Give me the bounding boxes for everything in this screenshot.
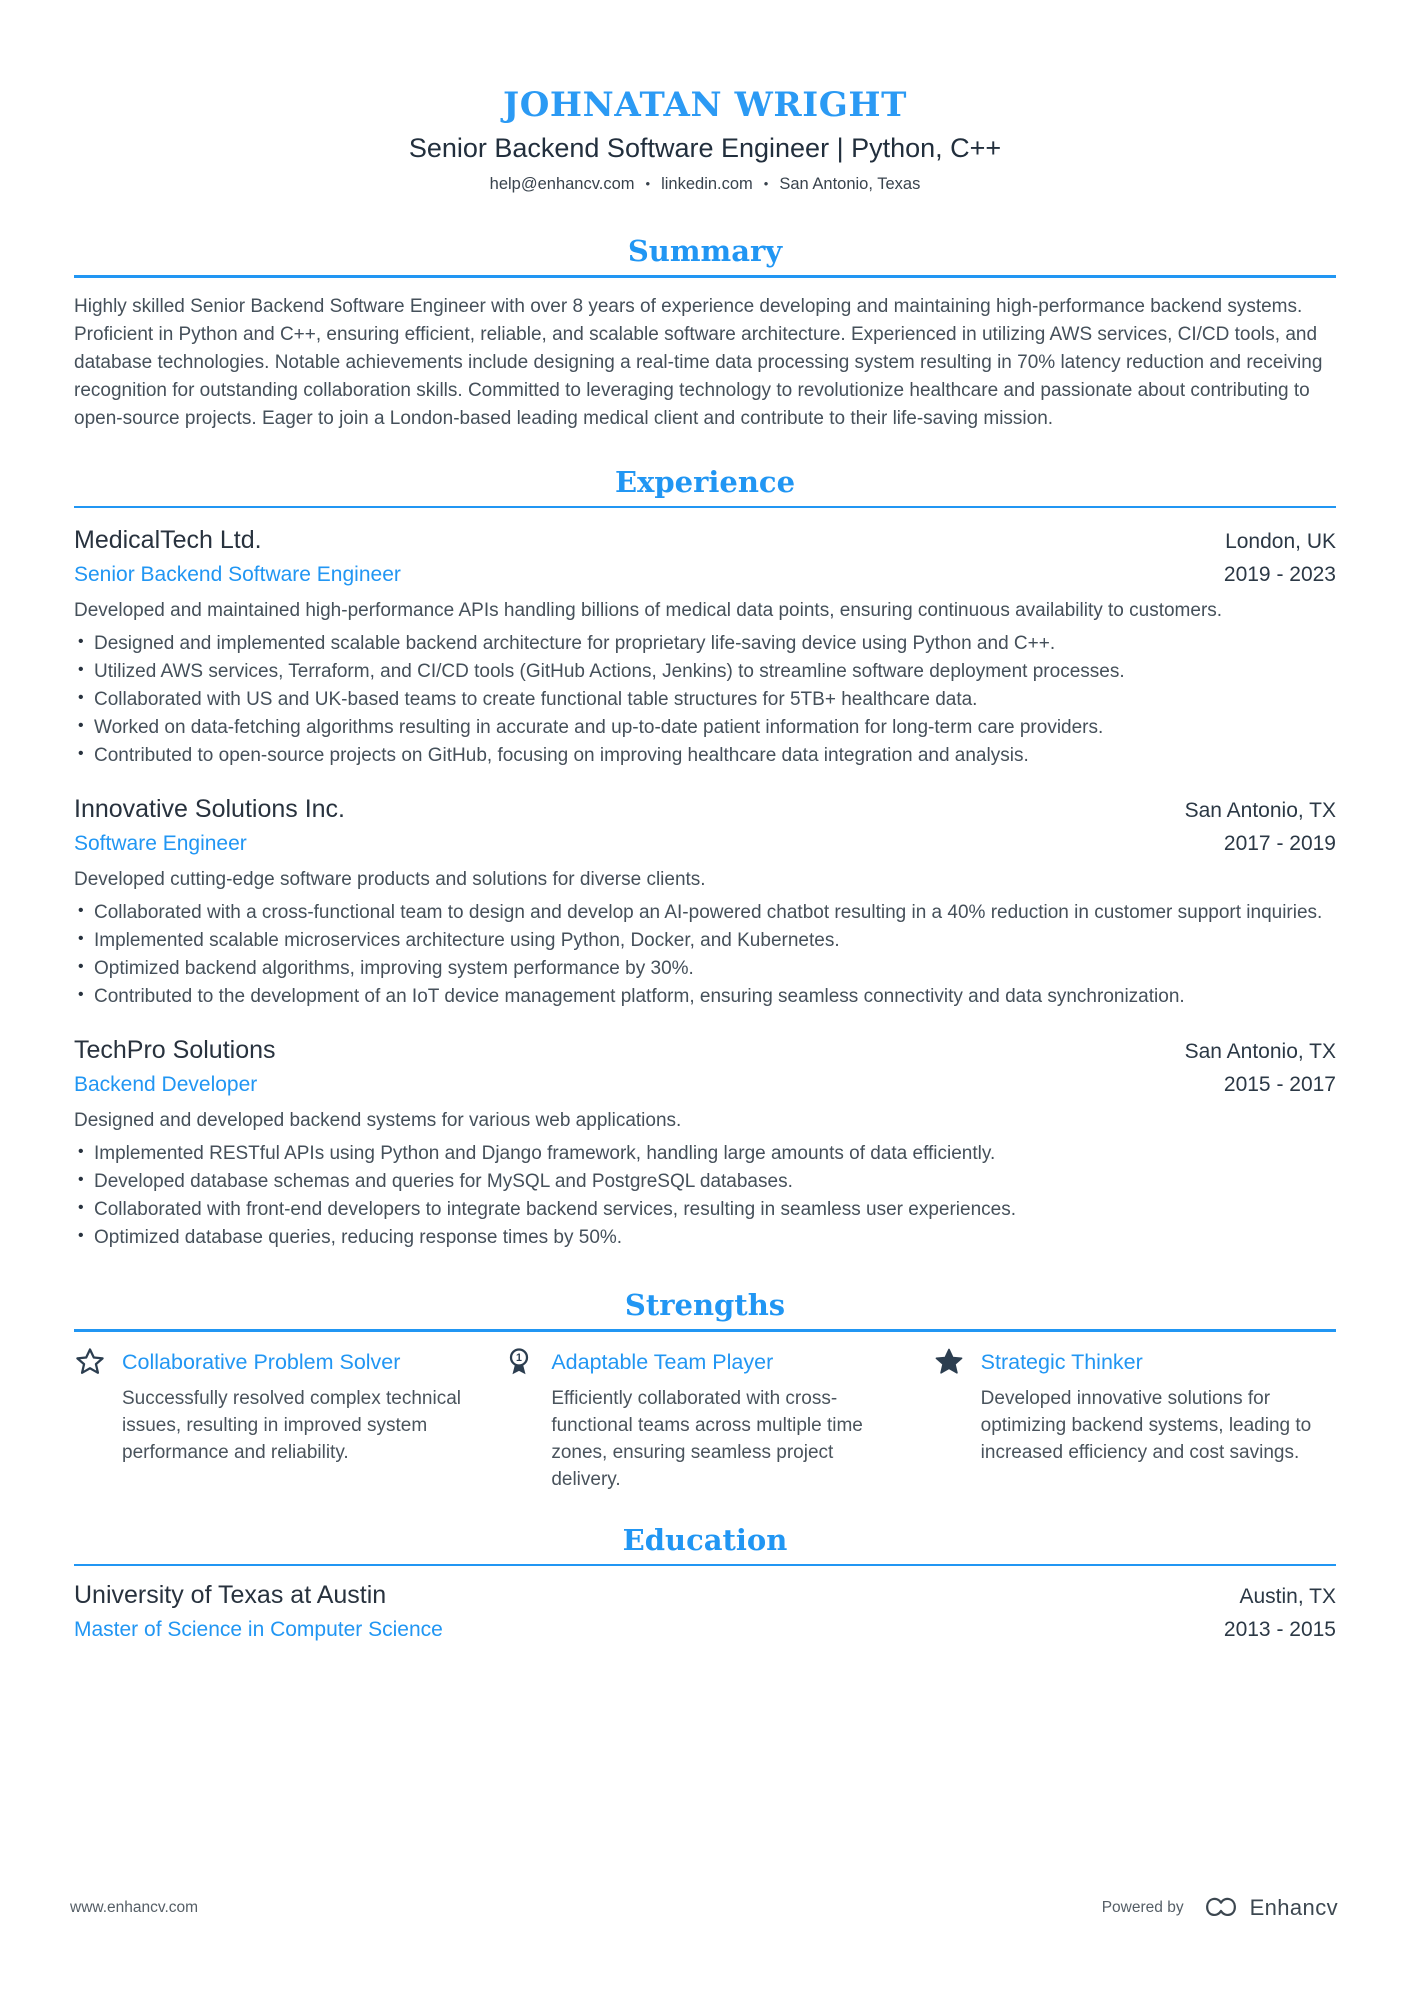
job-bullet: • Designed and implemented scalable backend architecture for proprietary life-saving device using Python and C++. bbox=[74, 630, 1336, 658]
medal-icon bbox=[503, 1346, 535, 1378]
job-header-row bbox=[74, 794, 1336, 826]
job-header-row bbox=[74, 525, 1336, 557]
star-filled-icon bbox=[933, 1346, 965, 1378]
section-divider bbox=[74, 275, 1336, 278]
job-description: Developed and maintained high-performance APIs handling billions of medical data points, ensuring continuous availability to customers. bbox=[74, 600, 1223, 621]
contact-location: San Antonio, Texas bbox=[779, 175, 921, 193]
job-role-row bbox=[74, 562, 1336, 588]
job-bullet: • Collaborated with front-end developers to integrate backend services, resulting in seamless user experiences. bbox=[74, 1196, 1336, 1224]
degree-name: Master of Science in Computer Science bbox=[74, 1618, 443, 1641]
page-footer bbox=[70, 1893, 1338, 1922]
job-bullet: • Worked on data-fetching algorithms resulting in accurate and up-to-date patient information for long-term care providers. bbox=[74, 714, 1336, 742]
job-dates: 2017 - 2019 bbox=[1223, 832, 1336, 855]
powered-by-group bbox=[1102, 1893, 1338, 1922]
education-dates: 2013 - 2015 bbox=[1223, 1618, 1336, 1641]
contact-row bbox=[74, 174, 1336, 194]
job-bullet-list bbox=[74, 1140, 1336, 1252]
contact-separator-dot: • bbox=[763, 176, 769, 191]
strength-item bbox=[933, 1346, 1336, 1493]
job-role: Software Engineer bbox=[74, 832, 247, 855]
strength-header bbox=[74, 1346, 477, 1378]
section-experience bbox=[74, 465, 1336, 1253]
job-bullet-list bbox=[74, 630, 1336, 770]
job-bullet-list bbox=[74, 899, 1336, 1011]
strength-title: Collaborative Problem Solver bbox=[122, 1349, 401, 1374]
job-bullet: • Implemented scalable microservices architecture using Python, Docker, and Kubernetes. bbox=[74, 927, 1336, 955]
strength-title: Strategic Thinker bbox=[980, 1349, 1143, 1374]
powered-by-label: Powered by bbox=[1101, 1898, 1184, 1916]
job-bullet: • Contributed to open-source projects on GitHub, focusing on improving healthcare data integration and analysis. bbox=[74, 742, 1336, 770]
job-bullet: • Utilized AWS services, Terraform, and CI/CD tools (GitHub Actions, Jenkins) to streamline software deployment processes. bbox=[74, 658, 1336, 686]
section-education bbox=[74, 1523, 1336, 1644]
job-bullet: • Optimized backend algorithms, improving system performance by 30%. bbox=[74, 955, 1336, 983]
strength-text: Efficiently collaborated with cross-functional teams across multiple time zones, ensuring seamless project delivery. bbox=[551, 1387, 863, 1490]
strength-header bbox=[503, 1346, 906, 1378]
star-outline-icon bbox=[74, 1346, 106, 1378]
contact-separator-dot: • bbox=[645, 176, 651, 191]
job-dates: 2019 - 2023 bbox=[1223, 563, 1336, 586]
strength-text: Successfully resolved complex technical issues, resulting in improved system performance and reliability. bbox=[122, 1387, 461, 1463]
company-name: Innovative Solutions Inc. bbox=[74, 795, 345, 823]
job-location: London, UK bbox=[1225, 530, 1336, 553]
section-strengths bbox=[74, 1288, 1336, 1493]
resume-header bbox=[74, 86, 1336, 194]
candidate-headline: Senior Backend Software Engineer | Python, C++ bbox=[408, 133, 1002, 163]
job-bullet: • Contributed to the development of an IoT device management platform, ensuring seamless connectivity and data synchronization. bbox=[74, 983, 1336, 1011]
job-bullet: • Optimized database queries, reducing response times by 50%. bbox=[74, 1224, 1336, 1252]
strength-header bbox=[933, 1346, 1336, 1378]
strength-item bbox=[74, 1346, 477, 1493]
job-entry bbox=[74, 794, 1336, 1011]
strengths-heading: Strengths bbox=[624, 1288, 786, 1322]
enhancv-logo-icon bbox=[1200, 1893, 1242, 1922]
job-entry bbox=[74, 525, 1336, 770]
job-role-row bbox=[74, 831, 1336, 857]
company-name: MedicalTech Ltd. bbox=[74, 526, 262, 554]
job-entry bbox=[74, 1035, 1336, 1252]
job-bullet: • Developed database schemas and queries for MySQL and PostgreSQL databases. bbox=[74, 1168, 1336, 1196]
summary-text: Highly skilled Senior Backend Software Engineer with over 8 years of experience developing and maintaining high-performance backend systems. Proficient in Python and C++, ensuring efficient, reliable, and scalable software architecture. Experienced in utilizing AWS services, CI/CD tools, and database technologies. Notable achievements include designing a real-time data processing system resulting in 70% latency reduction and receiving recognition for outstanding collaboration skills. Committed to leveraging technology to revolutionize healthcare and passionate about contributing to open-source projects. Eager to join a London-based leading medical client and contribute to their life-saving mission. bbox=[74, 295, 1323, 429]
experience-heading: Experience bbox=[614, 464, 796, 499]
enhancv-wordmark: Enhancv bbox=[1249, 1894, 1338, 1920]
job-header-row bbox=[74, 1035, 1336, 1067]
strength-text: Developed innovative solutions for optimizing backend systems, leading to increased efficiency and cost savings. bbox=[980, 1387, 1312, 1463]
section-divider bbox=[74, 1329, 1336, 1332]
section-divider bbox=[74, 506, 1336, 509]
footer-website: www.enhancv.com bbox=[70, 1898, 199, 1916]
strengths-grid bbox=[74, 1346, 1336, 1493]
job-location: San Antonio, TX bbox=[1184, 799, 1336, 822]
strength-item bbox=[503, 1346, 906, 1493]
job-dates: 2015 - 2017 bbox=[1223, 1073, 1336, 1096]
contact-email: help@enhancv.com bbox=[489, 175, 635, 193]
job-role-row bbox=[74, 1072, 1336, 1098]
job-bullet: • Collaborated with US and UK-based teams to create functional table structures for 5TB+ healthcare data. bbox=[74, 686, 1336, 714]
job-role: Senior Backend Software Engineer bbox=[74, 563, 401, 586]
strength-title: Adaptable Team Player bbox=[551, 1349, 774, 1374]
company-name: TechPro Solutions bbox=[74, 1036, 276, 1064]
enhancv-brand bbox=[1200, 1893, 1338, 1922]
section-divider bbox=[74, 1564, 1336, 1567]
contact-linkedin: linkedin.com bbox=[661, 175, 753, 193]
institution-name: University of Texas at Austin bbox=[74, 1581, 387, 1609]
job-description: Developed cutting-edge software products and solutions for diverse clients. bbox=[74, 869, 706, 890]
education-location: Austin, TX bbox=[1239, 1585, 1336, 1608]
job-location: San Antonio, TX bbox=[1184, 1040, 1336, 1063]
job-bullet: • Implemented RESTful APIs using Python and Django framework, handling large amounts of data efficiently. bbox=[74, 1140, 1336, 1168]
education-degree-row bbox=[74, 1617, 1336, 1643]
svg-text:1: 1 bbox=[516, 1351, 523, 1364]
section-summary bbox=[74, 234, 1336, 433]
education-heading: Education bbox=[622, 1522, 788, 1557]
candidate-name: JOHNATAN WRIGHT bbox=[503, 85, 907, 125]
education-header-row bbox=[74, 1580, 1336, 1612]
summary-heading: Summary bbox=[627, 234, 783, 268]
job-role: Backend Developer bbox=[74, 1073, 258, 1096]
job-description: Designed and developed backend systems for various web applications. bbox=[74, 1110, 682, 1131]
job-bullet: • Collaborated with a cross-functional team to design and develop an AI-powered chatbot resulting in a 40% reduction in customer support inquiries. bbox=[74, 899, 1336, 927]
education-entry bbox=[74, 1580, 1336, 1643]
